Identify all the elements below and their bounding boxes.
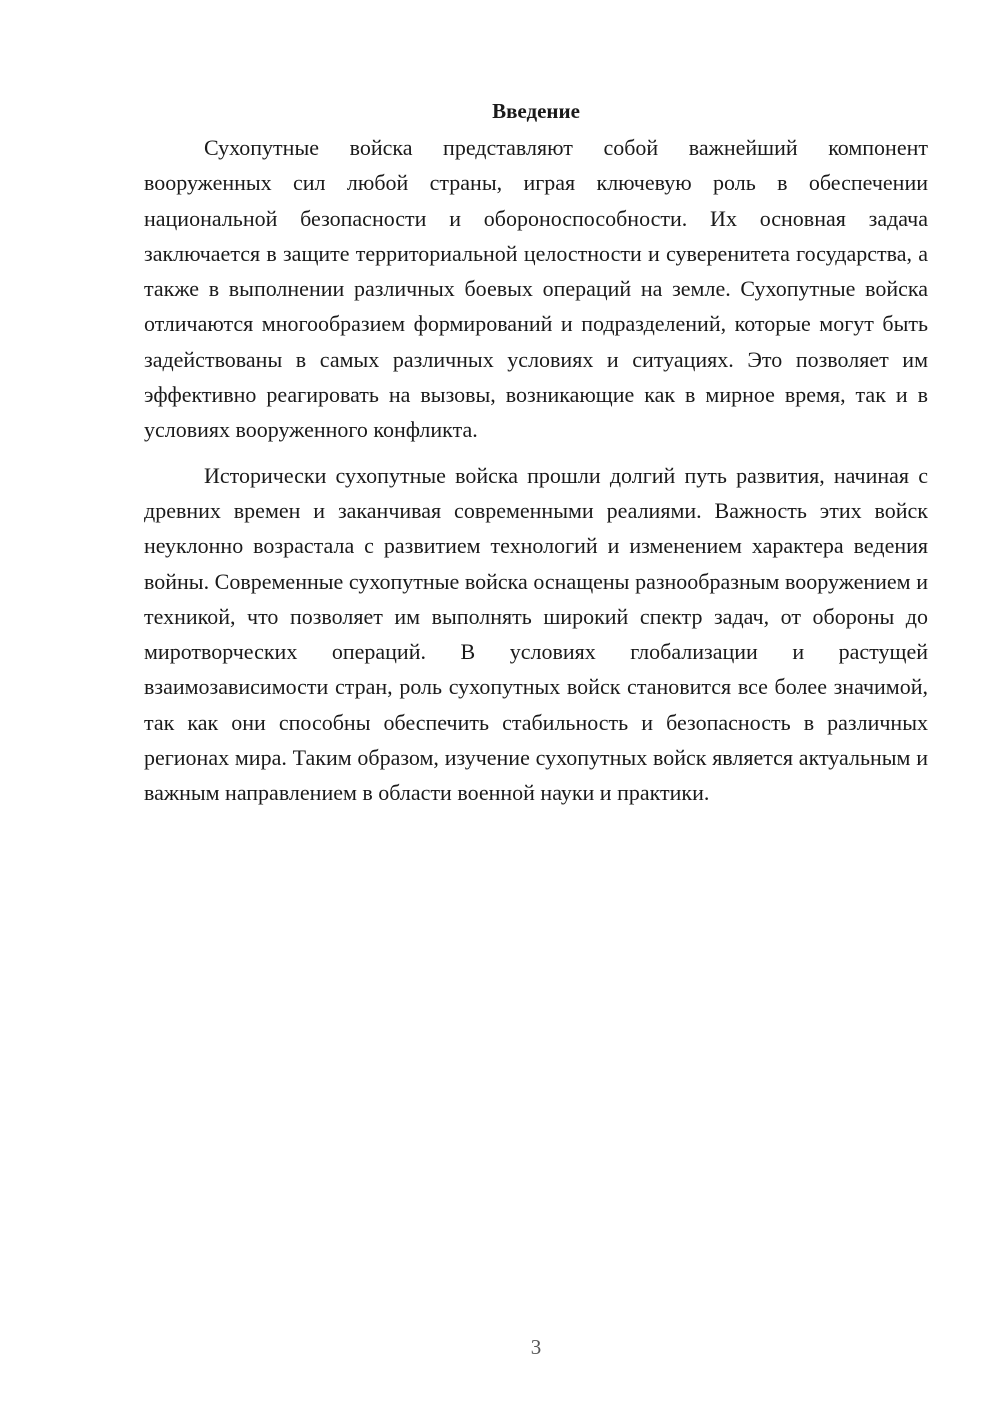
- section-heading: Введение: [492, 99, 580, 123]
- page-number: 3: [530, 1335, 542, 1359]
- paragraph-2: Исторически сухопутные войска прошли долгий путь развития, начиная с древних времен и заканчивая современными реалиями. Важность этих войск неуклонно возрастала с развитием технологий и изменением характера ведения войны. Современные сухопутные войска оснащены разнообразным вооружением и техникой, что позволяет им выполнять широкий спектр задач, от обороны до миротворческих операций. В условиях глобализации и растущей взаимозависимости стран, роль сухопутных войск становится все более значимой, так как они способны обеспечить стабильность и безопасность в различных регионах мира. Таким образом, изучение сухопутных войск является актуальным и важным направлением в области военной науки и практики.: [144, 462, 928, 806]
- paragraph-1: Сухопутные войска представляют собой важнейший компонент вооруженных сил любой страны, играя ключевую роль в обеспечении национальной безопасности и обороноспособности. Их основная задача заключается в защите территориальной целостности и суверенитета государства, а также в выполнении различных боевых операций на земле. Сухопутные войска отличаются многообразием формирований и подразделений, которые могут быть задействованы в самых различных условиях и ситуациях. Это позволяет им эффективно реагировать на вызовы, возникающие как в мирное время, так и в условиях вооруженного конфликта.: [144, 135, 928, 443]
- page-content: [144, 96, 928, 811]
